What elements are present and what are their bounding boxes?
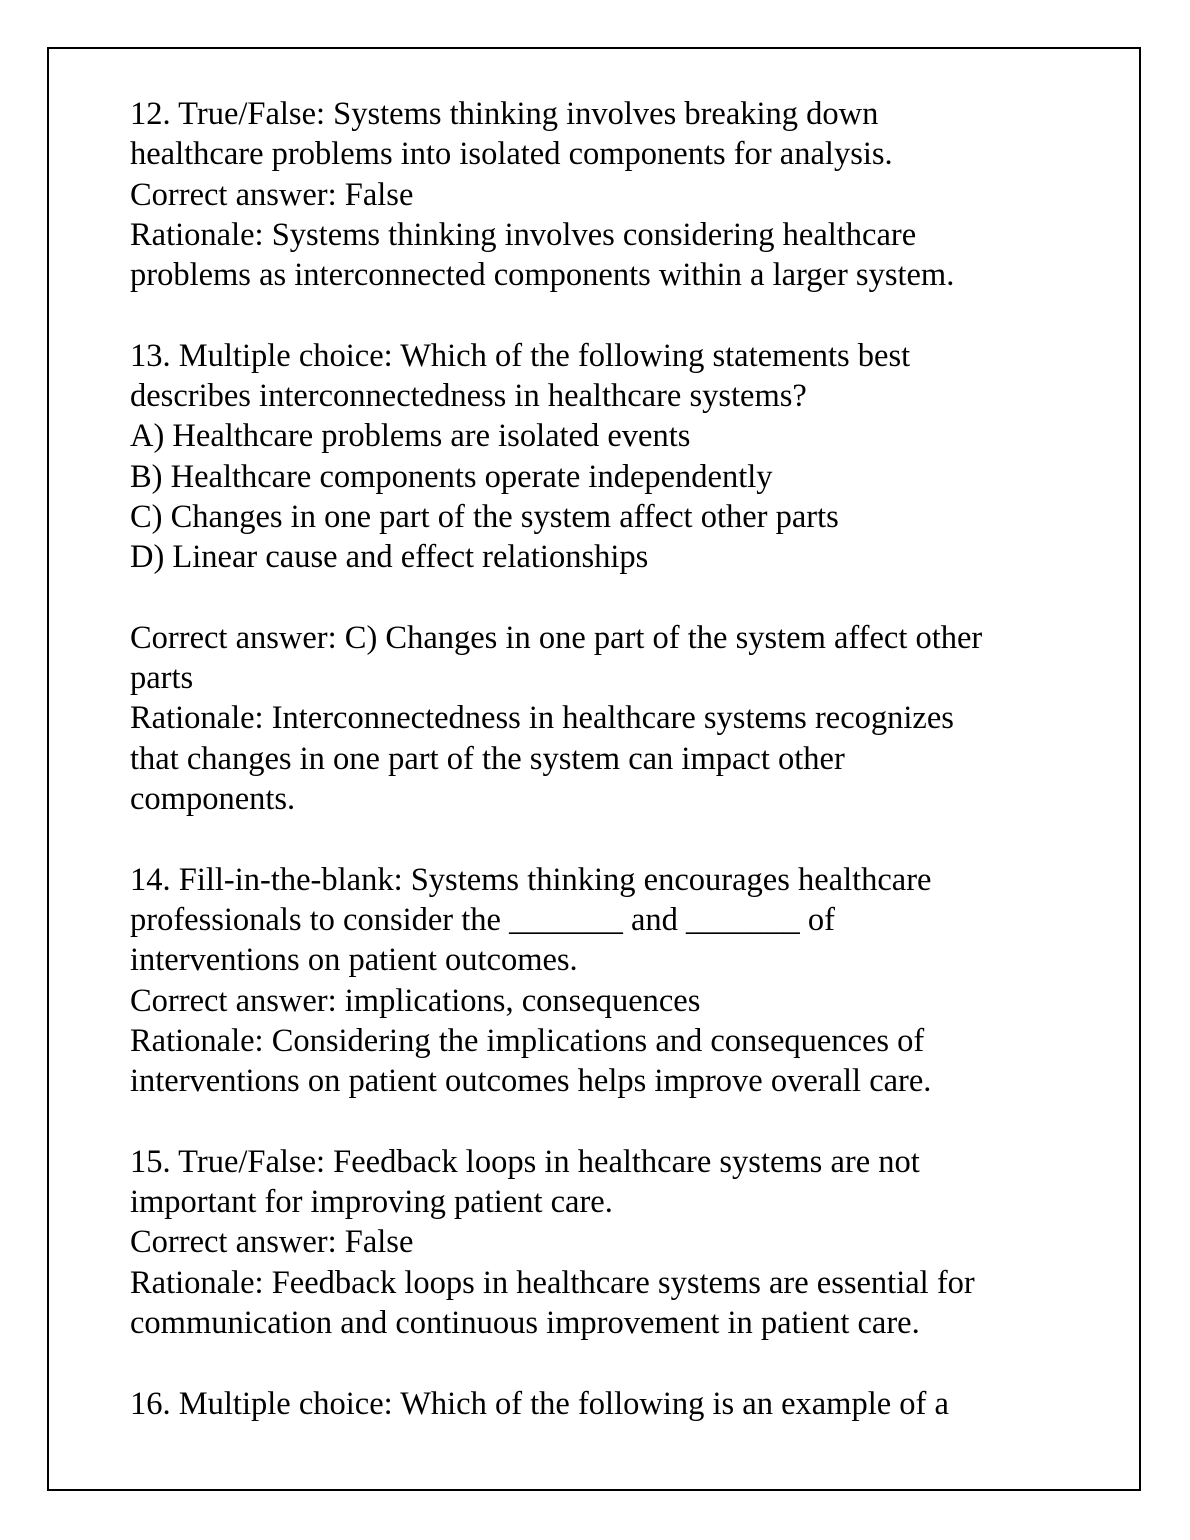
question-14-rationale-line-2: interventions on patient outcomes helps improve overall care. — [130, 1063, 932, 1100]
paragraph-gap — [130, 819, 1090, 859]
question-15-rationale-line-2: communication and continuous improvement in patient care. — [130, 1304, 920, 1341]
question-14-correct-answer: Correct answer: implications, consequences — [130, 982, 701, 1019]
question-14 — [130, 860, 1090, 1102]
question-13-option-d: D) Linear cause and effect relationships — [130, 539, 649, 576]
question-15 — [130, 1142, 1090, 1343]
question-14-rationale-line-1: Rationale: Considering the implications and consequences of — [130, 1022, 925, 1059]
document-body — [130, 94, 1090, 1424]
paragraph-gap — [130, 295, 1090, 335]
question-14-text-line-1: 14. Fill-in-the-blank: Systems thinking encourages healthcare — [130, 861, 932, 898]
question-13-rationale-line-3: components. — [130, 781, 296, 818]
question-13 — [130, 336, 1090, 820]
question-13-text-line-2: describes interconnectedness in healthcare systems? — [130, 378, 807, 415]
question-12 — [130, 94, 1090, 295]
question-12-text-line-1: 12. True/False: Systems thinking involves breaking down — [130, 96, 879, 132]
question-15-correct-answer: Correct answer: False — [130, 1224, 414, 1261]
question-13-text-line-1: 13. Multiple choice: Which of the following statements best — [130, 337, 911, 374]
question-12-correct-answer: Correct answer: False — [130, 176, 414, 213]
paragraph-gap — [130, 1101, 1090, 1141]
question-16 — [130, 1384, 1090, 1424]
question-13-correct-answer-line-2: parts — [130, 660, 194, 697]
paragraph-gap — [130, 1343, 1090, 1383]
question-12-text-line-2: healthcare problems into isolated components for analysis. — [130, 136, 893, 173]
question-15-text-line-1: 15. True/False: Feedback loops in healthcare systems are not — [130, 1143, 920, 1180]
question-13-rationale-line-2: that changes in one part of the system can impact other — [130, 740, 845, 777]
question-15-rationale-line-1: Rationale: Feedback loops in healthcare systems are essential for — [130, 1264, 975, 1301]
question-13-option-c: C) Changes in one part of the system affect other parts — [130, 498, 839, 535]
question-15-text-line-2: important for improving patient care. — [130, 1184, 613, 1221]
question-12-rationale-line-1: Rationale: Systems thinking involves considering healthcare — [130, 216, 917, 253]
question-12-rationale-line-2: problems as interconnected components within a larger system. — [130, 257, 955, 294]
question-13-rationale-line-1: Rationale: Interconnectedness in healthcare systems recognizes — [130, 700, 954, 737]
question-13-option-b: B) Healthcare components operate independently — [130, 458, 773, 495]
question-14-text-line-3: interventions on patient outcomes. — [130, 942, 578, 979]
question-13-option-a: A) Healthcare problems are isolated events — [130, 418, 691, 455]
paragraph-gap — [130, 578, 1090, 618]
question-13-correct-answer-line-1: Correct answer: C) Changes in one part of the system affect other — [130, 619, 983, 656]
question-16-text-line-1: 16. Multiple choice: Which of the following is an example of a — [130, 1385, 949, 1422]
question-14-text-line-2: professionals to consider the _______ and _______ of — [130, 901, 835, 938]
